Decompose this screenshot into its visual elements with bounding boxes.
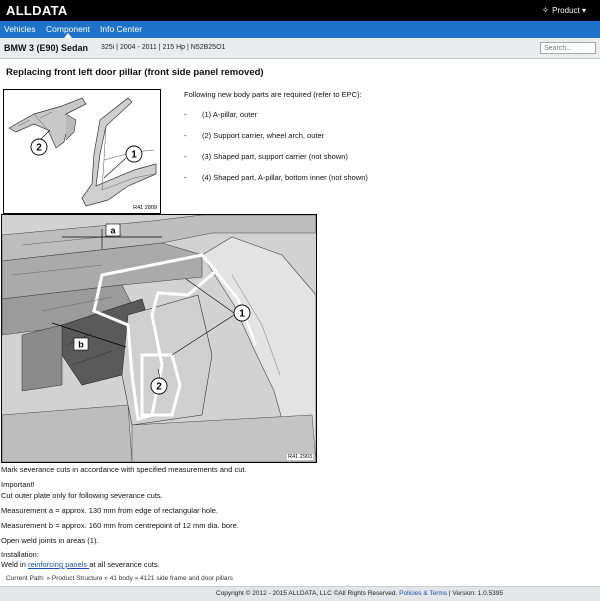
breadcrumb[interactable]: Current Path: » Product Structure » 41 body » 4121 side frame and door pillars (6, 575, 233, 582)
alldata-logo[interactable]: ALLDATA (6, 3, 68, 18)
list-item: - (2) Support carrier, wheel arch, outer (184, 131, 325, 140)
important-label: Important! (1, 480, 35, 489)
nav-tab-info-center[interactable]: Info Center (100, 24, 143, 34)
weld-instruction: Weld in reinforcing panels at all severance cuts. (1, 560, 160, 569)
chevron-down-icon: ▾ (581, 6, 586, 15)
installation-label: Installation: (1, 550, 39, 559)
important-text: Cut outer plate only for following severance cuts. (1, 491, 163, 500)
vehicle-info: 325i | 2004 - 2011 | 215 Hp | N52B25O1 (101, 44, 226, 51)
main-nav (0, 21, 600, 38)
severance-cut-illustration (2, 215, 316, 462)
search-input[interactable] (540, 42, 596, 54)
list-item: - (3) Shaped part, support carrier (not shown) (184, 152, 348, 161)
top-bar (0, 0, 600, 21)
callout-1: 1 (239, 308, 245, 320)
vehicle-title[interactable]: BMW 3 (E90) Sedan (4, 43, 89, 53)
copyright-text: Copyright © 2012 - 2015 ALLDATA, LLC ©All Rights Reserved. (216, 590, 398, 597)
list-item: - (1) A-pillar, outer (184, 110, 258, 119)
figure-code: R41 2809 (133, 205, 157, 211)
version-text: | Version: 1.0.5395 (448, 590, 503, 597)
measurement-b: Measurement b = approx. 160 mm from centrepoint of 12 mm dia. bore. (1, 521, 239, 530)
footer (0, 586, 600, 601)
policies-link[interactable]: Policies & Terms (399, 590, 448, 597)
callout-2: 2 (36, 142, 42, 154)
figure-parts-overview (3, 89, 161, 214)
nav-tab-vehicles[interactable]: Vehicles (4, 24, 36, 34)
measurement-a: Measurement a = approx. 130 mm from edge of rectangular hole. (1, 506, 218, 515)
callout-a: a (110, 225, 116, 236)
product-menu[interactable] (542, 5, 586, 16)
vehicle-bar (0, 38, 600, 59)
figure-code: R41 2903 (288, 454, 312, 460)
parts-intro: Following new body parts are required (refer to EPC): (184, 90, 362, 99)
nav-tab-component[interactable]: Component (46, 24, 90, 34)
product-label: Product (552, 6, 580, 15)
list-item: - (4) Shaped part, A-pillar, bottom inner (not shown) (184, 173, 368, 182)
figure-severance-cuts (1, 214, 317, 463)
product-grid-icon: ✧ (541, 5, 550, 15)
weld-joints-text: Open weld joints in areas (1). (1, 536, 99, 545)
callout-2: 2 (156, 381, 162, 393)
callout-b: b (78, 339, 84, 350)
callout-1: 1 (131, 149, 137, 161)
parts-illustration (4, 90, 160, 213)
parts-list (184, 90, 368, 194)
page-title: Replacing front left door pillar (front side panel removed) (6, 67, 264, 78)
reinforcing-panels-link[interactable]: reinforcing panels (27, 560, 90, 569)
instruction-mark-cuts: Mark severance cuts in accordance with specified measurements and cut. (1, 465, 247, 474)
